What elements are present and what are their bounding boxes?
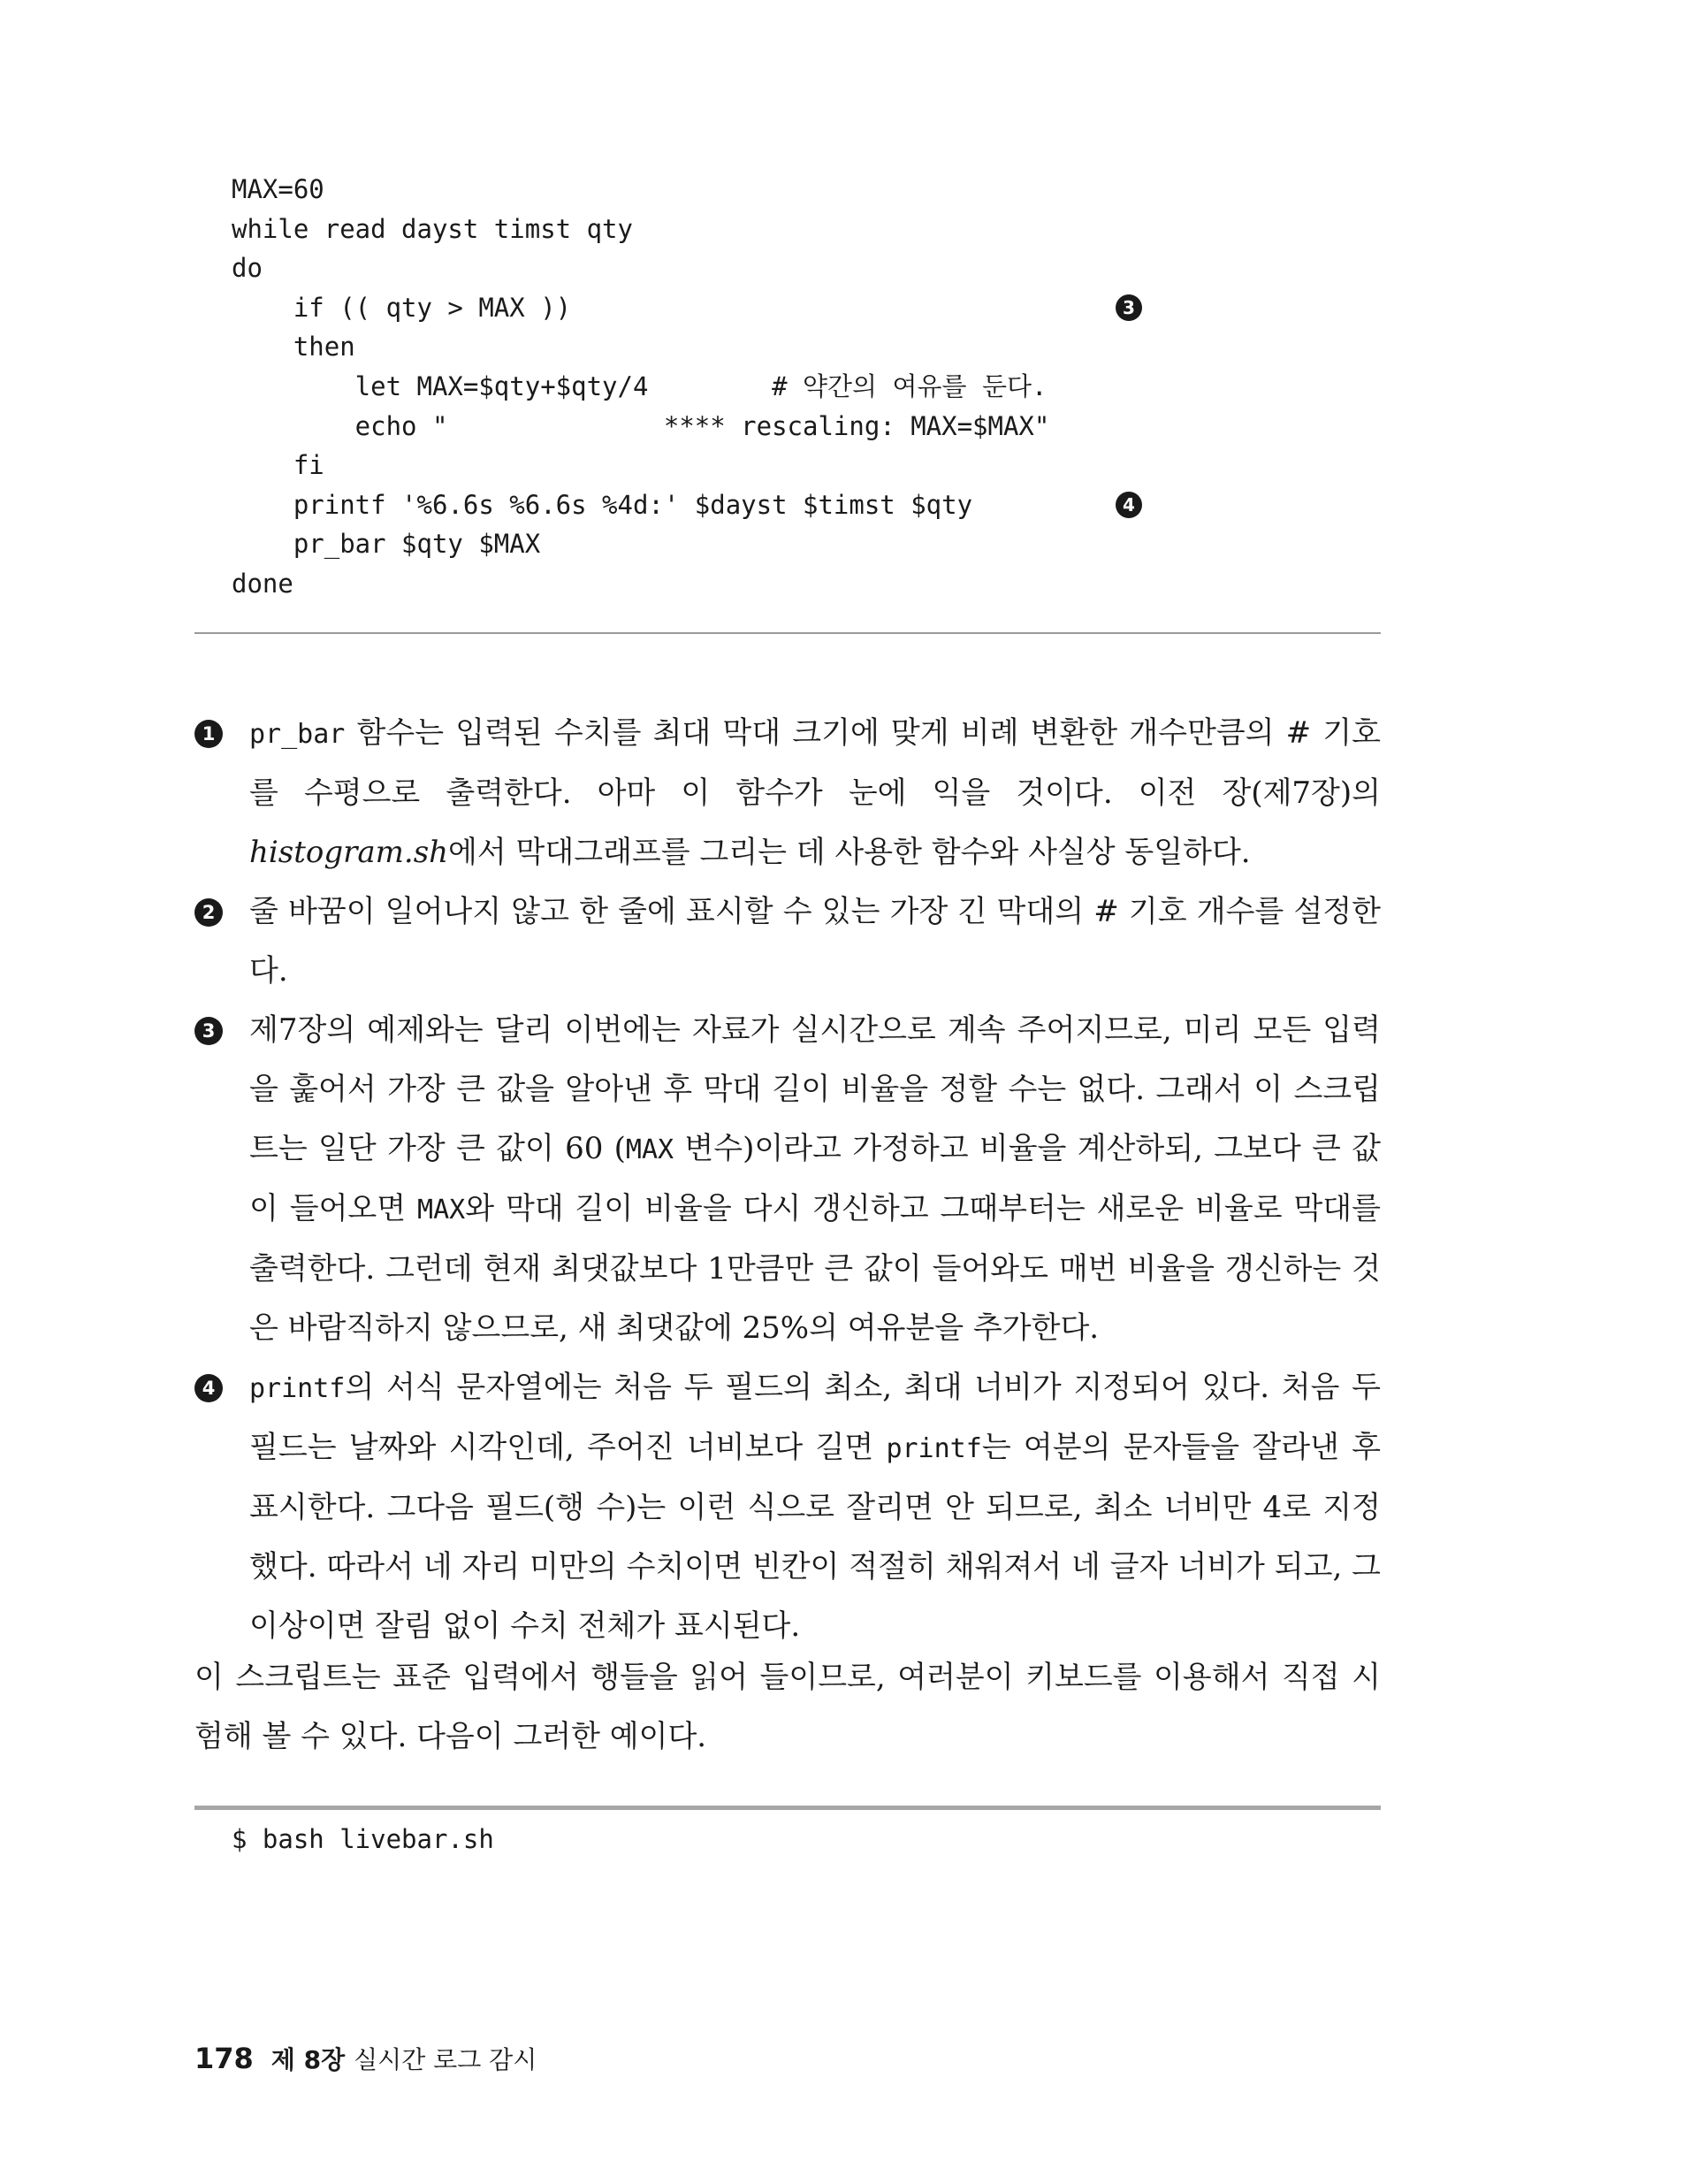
code-text: do (232, 253, 263, 284)
code-text: then (232, 332, 355, 363)
annotation-text: 줄 바꿈이 일어나지 않고 한 줄에 표시할 수 있는 가장 긴 막대의 # 기호 개수를 설정한다. (249, 894, 1381, 989)
code-line (232, 446, 1049, 485)
inline-code: MAX (417, 1195, 466, 1226)
inline-code: printf (249, 1373, 346, 1404)
page-footer (194, 2041, 537, 2076)
annotation-text: 에서 막대그래프를 그리는 데 사용한 함수와 사실상 동일하다. (448, 835, 1251, 870)
annotation-text: 제7장의 예제와는 달리 이번에는 자료가 실시간으로 계속 주어지므로, 미리 모든 입력을 훑어서 가장 큰 값을 알아낸 후 막대 길이 비율을 정할 수는 없다. 그래서 이 스크립트는 일단 가장 큰 값이 60 ( (249, 1012, 1381, 1166)
callout-marker-icon: 3 (1116, 294, 1142, 321)
code-block-divider (194, 632, 1381, 634)
callout-marker-icon: 1 (194, 720, 223, 748)
code-text: MAX=60 (232, 174, 324, 204)
chapter-label: 제 8장 (270, 2045, 346, 2074)
code-line (232, 524, 1049, 564)
code-text: pr_bar $qty $MAX (232, 529, 541, 560)
code-text: fi (232, 450, 324, 481)
inline-code: MAX (625, 1134, 674, 1165)
annotation-text: 와 막대 길이 비율을 다시 갱신하고 그때부터는 새로운 비율로 막대를 출력한다. 그런데 현재 최댓값보다 1만큼만 큰 값이 들어와도 매번 비율을 갱신하는 것은 바람직하지 않으므로, 새 최댓값에 25%의 여유분을 추가한다. (249, 1191, 1381, 1346)
code-line (232, 327, 1049, 367)
code-line (232, 407, 1049, 447)
code-block-top (232, 170, 1135, 604)
callout-marker-icon: 4 (194, 1374, 223, 1402)
annotation-item (194, 704, 1381, 882)
inline-code: pr_bar (249, 719, 346, 750)
callout-marker-icon: 4 (1116, 492, 1142, 518)
code-text: echo " **** rescaling: MAX=$MAX" (232, 410, 1050, 441)
annotation-text: 의 서식 문자열에는 처음 두 필드의 최소, 최대 너비가 지정되어 있다. 처음 두 필드는 날짜와 시각인데, 주어진 너비보다 길면 (249, 1370, 1381, 1465)
chapter-title: 실시간 로그 감시 (354, 2045, 537, 2074)
code-line (232, 248, 1049, 288)
code-line (232, 564, 1049, 604)
code-text: if (( qty > MAX )) (232, 292, 572, 323)
page-number: 178 (194, 2042, 254, 2075)
callout-marker-icon: 2 (194, 898, 223, 927)
code-line (232, 210, 1049, 249)
inline-code: printf (886, 1433, 982, 1464)
code-block-top-rule (194, 1806, 1381, 1810)
annotation-text: 는 여분의 문자들을 잘라낸 후 표시한다. 그다음 필드(행 수)는 이런 식으로 잘리면 안 되므로, 최소 너비만 4로 지정했다. 따라서 네 자리 미만의 수치이면 빈칸이 적절히 채워져서 네 글자 너비가 되고, 그 이상이면 잘림 없이 수치 전체가 표시된다. (249, 1430, 1381, 1644)
annotation-list (194, 704, 1381, 1656)
code-text: while read dayst timst qty (232, 213, 633, 244)
code-line (232, 367, 1049, 407)
code-line (232, 485, 1135, 525)
file-name: histogram.sh (249, 835, 449, 870)
body-paragraph: 이 스크립트는 표준 입력에서 행들을 읽어 들이므로, 여러분이 키보드를 이용해서 직접 시험해 볼 수 있다. 다음이 그러한 예이다. (194, 1660, 1381, 1754)
code-block-bottom (232, 1820, 494, 1859)
code-text: printf '%6.6s %6.6s %4d:' $dayst $timst $qty (232, 489, 973, 520)
code-text: done (232, 568, 293, 599)
annotation-text: 변수)이라고 가정하고 비율을 계산하되, 그보다 큰 값이 들어오면 (249, 1131, 1381, 1226)
code-text: $ bash livebar.sh (232, 1824, 494, 1854)
annotation-item (194, 882, 1381, 1001)
annotation-item (194, 1358, 1381, 1656)
code-line (232, 170, 1049, 210)
code-line (232, 1820, 494, 1859)
annotation-item (194, 1001, 1381, 1358)
callout-marker-icon: 3 (194, 1017, 223, 1045)
code-line (232, 288, 1135, 328)
code-text: let MAX=$qty+$qty/4 # 약간의 여유를 둔다. (232, 370, 1048, 401)
annotation-text: 함수는 입력된 수치를 최대 막대 크기에 맞게 비례 변환한 개수만큼의 # 기호를 수평으로 출력한다. 아마 이 함수가 눈에 익을 것이다. 이전 장(제7장)의 (249, 715, 1381, 811)
